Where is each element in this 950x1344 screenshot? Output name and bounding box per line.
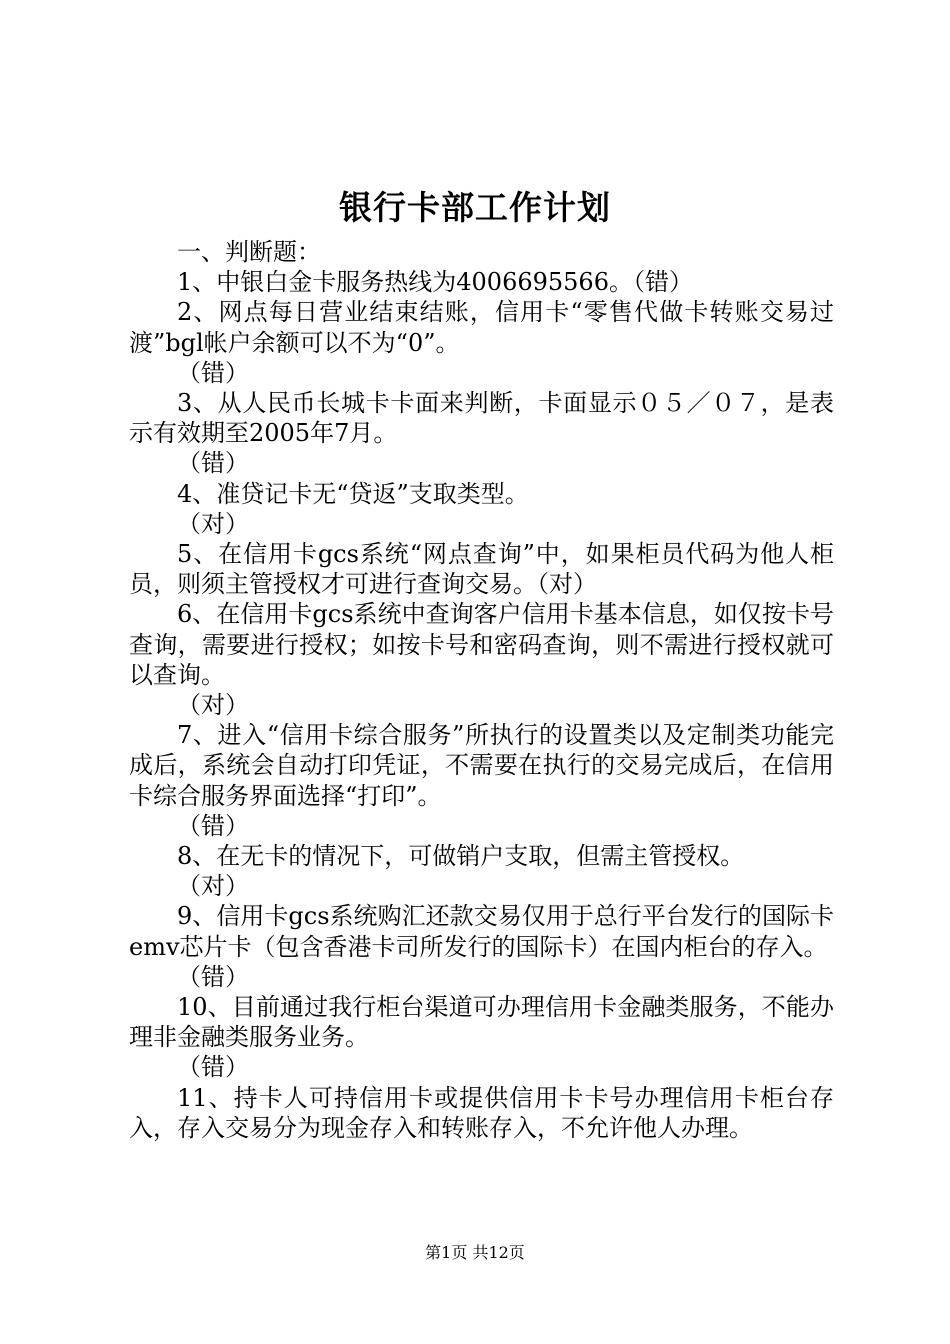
question-10: 10、目前通过我行柜台渠道可办理信用卡金融类服务，不能办理非金融类服务业务。 <box>129 993 834 1052</box>
answer-9: （错） <box>177 962 249 991</box>
answer-4: （对） <box>177 509 249 538</box>
question-5: 5、在信用卡gcs系统“网点查询”中，如果柜员代码为他人柜员，则须主管授权才可进行查询交易。（对） <box>129 540 834 599</box>
answer-6: （对） <box>177 691 249 720</box>
page-footer: 第1页 共12页 <box>425 1243 525 1262</box>
question-4: 4、准贷记卡无“贷返”支取类型。 <box>177 479 529 508</box>
answer-8: （对） <box>177 872 249 901</box>
question-9: 9、信用卡gcs系统购汇还款交易仅用于总行平台发行的国际卡emv芯片卡（包含香港卡司所发行的国际卡）在国内柜台的存入。 <box>129 902 834 961</box>
question-2: 2、网点每日营业结束结账，信用卡“零售代做卡转账交易过渡”bgl帐户余额可以不为“0”。 <box>129 298 834 357</box>
question-3: 3、从人民币长城卡卡面来判断，卡面显示０５／０７，是表示有效期至2005年7月。 <box>129 389 834 448</box>
section-heading: 一、判断题： <box>177 238 321 266</box>
question-11: 11、持卡人可持信用卡或提供信用卡卡号办理信用卡柜台存入，存入交易分为现金存入和转账存入，不允许他人办理。 <box>129 1083 834 1142</box>
document-body <box>129 237 834 1143</box>
document-title: 银行卡部工作计划 <box>339 188 611 227</box>
question-7: 7、进入“信用卡综合服务”所执行的设置类以及定制类功能完成后，系统会自动打印凭证，不需要在执行的交易完成后，在信用卡综合服务界面选择“打印”。 <box>129 721 834 810</box>
question-6: 6、在信用卡gcs系统中查询客户信用卡基本信息，如仅按卡号查询，需要进行授权；如按卡号和密码查询，则不需进行授权就可以查询。 <box>129 600 834 689</box>
question-8: 8、在无卡的情况下，可做销户支取，但需主管授权。 <box>177 842 745 871</box>
answer-2: （错） <box>177 358 249 387</box>
question-1: 1、中银白金卡服务热线为4006695566。（错） <box>177 268 693 297</box>
answer-7: （错） <box>177 811 249 840</box>
answer-10: （错） <box>177 1053 249 1082</box>
answer-3: （错） <box>177 449 249 478</box>
